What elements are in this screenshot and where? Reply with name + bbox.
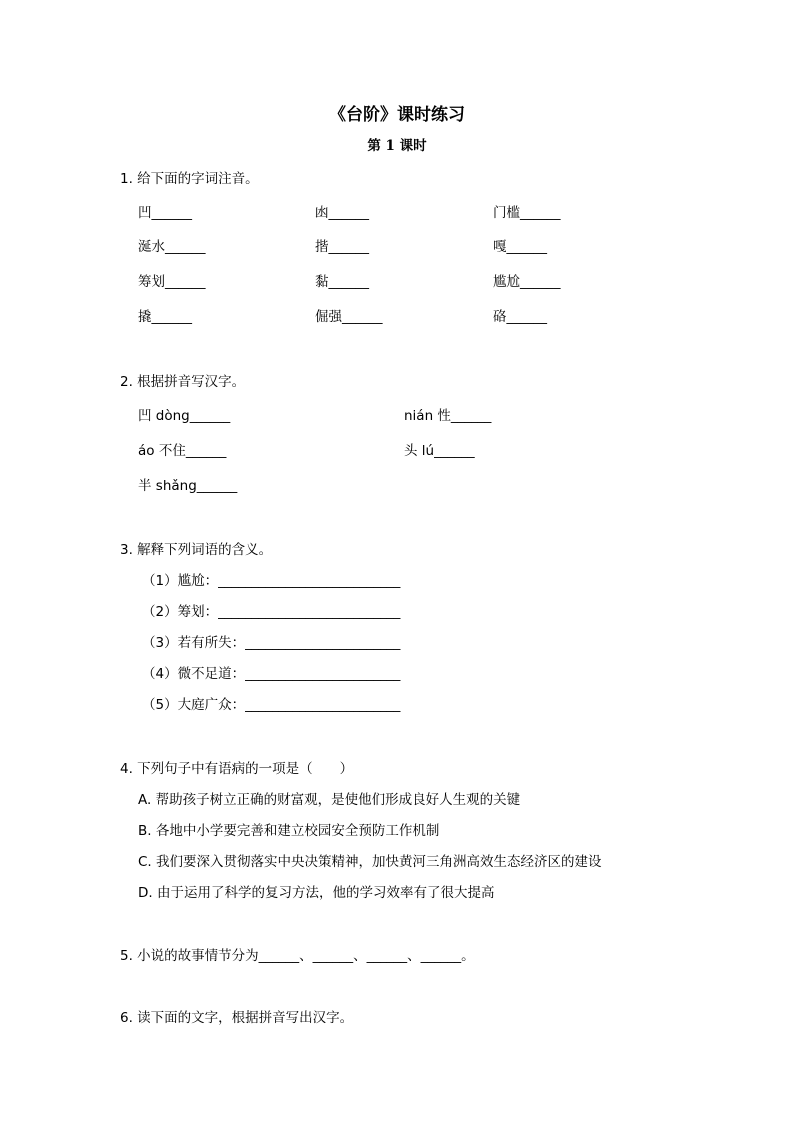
q2-item: 头 lú______ xyxy=(404,443,475,459)
question-2-prompt: 2. 根据拼音写汉字。 xyxy=(120,374,246,390)
q1-item: 凼______ xyxy=(315,205,369,221)
q3-item: （3）若有所失：_______________________ xyxy=(142,635,401,651)
q1-item: 尴尬______ xyxy=(493,274,561,290)
q3-item: （4）微不足道：_______________________ xyxy=(142,666,401,682)
q2-item: áo 不住______ xyxy=(138,443,227,459)
question-6-prompt: 6. 读下面的文字，根据拼音写出汉字。 xyxy=(120,1010,354,1026)
q1-item: 黏______ xyxy=(315,274,369,290)
q1-item: 门槛______ xyxy=(493,205,561,221)
q1-item: 倔强______ xyxy=(315,309,383,325)
question-5-prompt: 5. 小说的故事情节分为______、______、______、______。 xyxy=(120,948,475,964)
q2-item: 凹 dòng______ xyxy=(138,408,231,424)
q4-option-b: B. 各地中小学要完善和建立校园安全预防工作机制 xyxy=(138,823,440,839)
q1-item: 筹划______ xyxy=(138,274,206,290)
q2-item: 半 shǎng______ xyxy=(138,478,238,494)
q1-item: 撬______ xyxy=(138,309,192,325)
lesson-subtitle: 第 1 课时 xyxy=(367,138,427,154)
q3-item: （5）大庭广众：_______________________ xyxy=(142,697,401,713)
q1-item: 揩______ xyxy=(315,239,369,255)
q1-item: 凹______ xyxy=(138,205,192,221)
question-1-prompt: 1. 给下面的字词注音。 xyxy=(120,171,259,187)
page-title: 《台阶》课时练习 xyxy=(329,105,465,125)
question-4-prompt: 4. 下列句子中有语病的一项是（ ） xyxy=(120,761,354,777)
question-3-prompt: 3. 解释下列词语的含义。 xyxy=(120,542,273,558)
q4-option-d: D. 由于运用了科学的复习方法，他的学习效率有了很大提高 xyxy=(138,885,495,901)
q4-option-c: C. 我们要深入贯彻落实中央决策精神，加快黄河三角洲高效生态经济区的建设 xyxy=(138,854,602,870)
q4-option-a: A. 帮助孩子树立正确的财富观，是使他们形成良好人生观的关键 xyxy=(138,792,521,808)
q1-item: 嘎______ xyxy=(493,239,547,255)
q1-item: 涎水______ xyxy=(138,239,206,255)
q2-item: nián 性______ xyxy=(404,408,492,424)
q3-item: （1）尴尬：___________________________ xyxy=(142,573,401,589)
q1-item: 硌______ xyxy=(493,309,547,325)
q3-item: （2）筹划：___________________________ xyxy=(142,604,401,620)
